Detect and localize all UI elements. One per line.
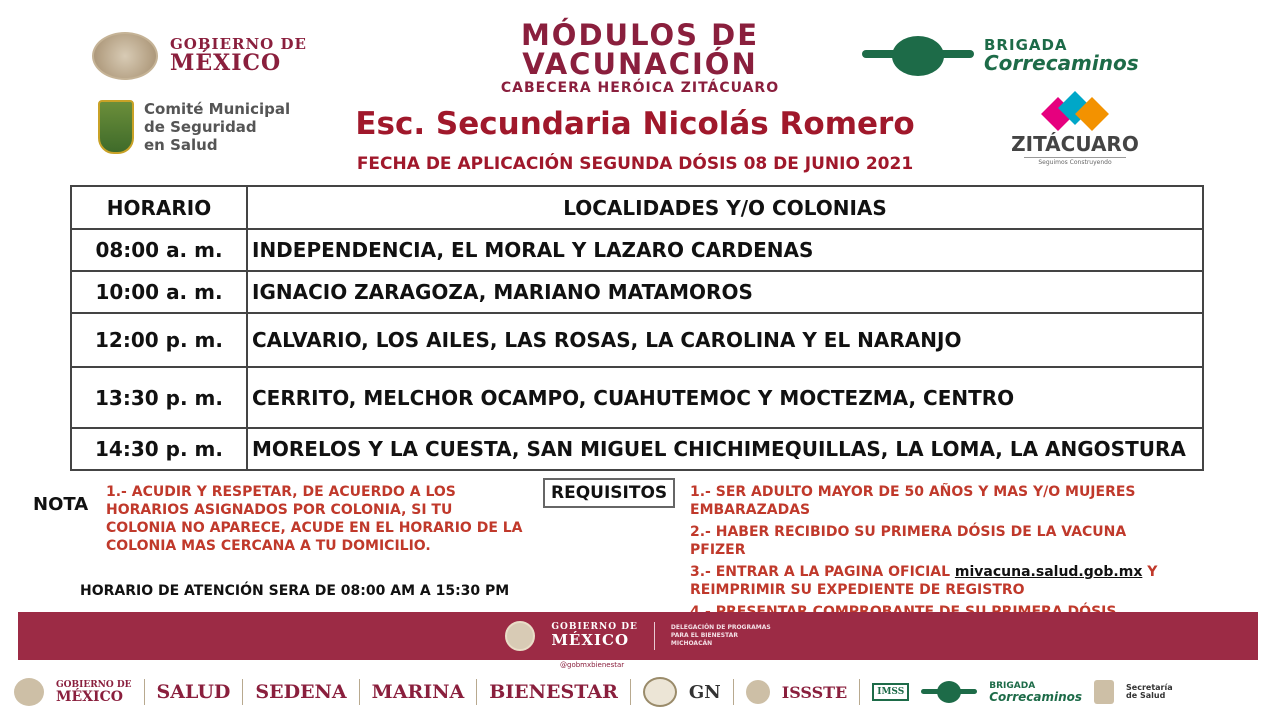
school-name: Esc. Secundaria Nicolás Romero <box>355 106 915 142</box>
gobierno-line1: GOBIERNO DE <box>170 34 307 53</box>
table-row <box>71 428 1203 470</box>
requisito-item3-suffix: Y REIMPRIMIR SU EXPEDIENTE DE REGISTRO <box>690 564 1158 598</box>
strip-divider <box>242 679 243 705</box>
row-time: 12:00 p. m. <box>71 313 247 367</box>
strip-secretaria-line2: de Salud <box>1126 691 1166 700</box>
row-time: 10:00 a. m. <box>71 271 247 313</box>
footer-band <box>18 612 1258 660</box>
band-del-line3: MICHOACÁN <box>670 640 713 647</box>
brigada-text <box>984 35 1139 76</box>
issste-logo: ISSSTE <box>781 682 848 702</box>
row-time: 14:30 p. m. <box>71 428 247 470</box>
row-places: MORELOS Y LA CUESTA, SAN MIGUEL CHICHIMEQUILLAS, LA LOMA, LA ANGOSTURA <box>247 428 1203 470</box>
strip-divider <box>859 679 860 705</box>
gobierno-line2: MÉXICO <box>170 50 282 77</box>
band-delegacion-text <box>671 624 771 648</box>
salud-logo: SALUD <box>156 681 231 703</box>
row-time: 13:30 p. m. <box>71 367 247 428</box>
table-row <box>71 367 1203 428</box>
comite-line1: Comité Municipal <box>144 100 291 118</box>
row-time: 08:00 a. m. <box>71 229 247 271</box>
bienestar-logo: BIENESTAR <box>489 681 618 703</box>
poster-title <box>440 20 840 96</box>
column-header-localidades: LOCALIDADES Y/O COLONIAS <box>247 186 1203 229</box>
column-header-horario: HORARIO <box>71 186 247 229</box>
strip-brigada-line1: BRIGADA <box>989 680 1036 691</box>
title-line1: MÓDULOS DE <box>520 18 760 52</box>
strip-correcaminos-icon <box>921 681 977 703</box>
row-places: INDEPENDENCIA, EL MORAL Y LAZARO CARDENAS <box>247 229 1203 271</box>
band-gobierno-text <box>551 623 638 648</box>
michoacan-shield-icon <box>1094 680 1114 704</box>
brigada-line1: BRIGADA <box>984 35 1068 54</box>
application-date: FECHA DE APLICACIÓN SEGUNDA DÓSIS 08 DE JUNIO 2021 <box>356 154 914 174</box>
requisito-item <box>690 563 1170 599</box>
national-seal-icon <box>92 32 158 80</box>
brigada-line2: Correcaminos <box>984 51 1139 76</box>
gobierno-mexico-logo <box>92 32 307 80</box>
band-del-line2: PARA EL BIENESTAR <box>670 632 738 639</box>
requisito-item3-prefix: 3.- ENTRAR A LA PAGINA OFICIAL <box>690 564 955 580</box>
comite-municipal-logo <box>98 100 290 154</box>
strip-gobierno-text <box>56 681 132 704</box>
requisito-item: 2.- HABER RECIBIDO SU PRIMERA DÓSIS DE LA VACUNA PFIZER <box>690 524 1127 558</box>
municipal-shield-icon <box>98 100 134 154</box>
strip-brigada-text <box>989 682 1082 703</box>
zitacuaro-tagline: Seguimos Construyendo <box>1024 157 1126 166</box>
strip-secretaria-line1: Secretaría <box>1126 683 1173 692</box>
issste-emblem-icon <box>746 680 770 704</box>
band-divider <box>654 622 655 650</box>
row-places: IGNACIO ZARAGOZA, MARIANO MATAMOROS <box>247 271 1203 313</box>
strip-divider <box>359 679 360 705</box>
imss-logo: IMSS <box>872 683 909 701</box>
schedule-table <box>70 185 1204 471</box>
gobierno-mexico-text <box>170 34 307 77</box>
band-seal-icon <box>505 621 535 651</box>
comite-line3: en Salud <box>144 136 218 154</box>
strip-divider <box>144 679 145 705</box>
social-handle: @gobmxbienestar <box>560 661 625 669</box>
strip-gob-line1: GOBIERNO DE <box>56 679 132 690</box>
comite-text <box>144 100 290 154</box>
sedena-logo: SEDENA <box>255 681 347 703</box>
table-row <box>71 271 1203 313</box>
requisitos-list <box>690 483 1170 625</box>
band-del-line1: DELEGACIÓN DE PROGRAMAS <box>670 624 771 631</box>
guardia-nacional-seal-icon <box>643 677 677 707</box>
table-row <box>71 229 1203 271</box>
strip-divider <box>476 679 477 705</box>
title-line2: VACUNACIÓN <box>522 47 758 81</box>
row-places: CALVARIO, LOS AILES, LAS ROSAS, LA CAROLINA Y EL NARANJO <box>247 313 1203 367</box>
horario-atencion: HORARIO DE ATENCIÓN SERA DE 08:00 AM A 15:30 PM <box>80 583 510 599</box>
table-header-row <box>71 186 1203 229</box>
band-gob-line1: GOBIERNO DE <box>551 622 638 633</box>
zitacuaro-mark-icon <box>1040 94 1110 134</box>
strip-brigada-line2: Correcaminos <box>989 689 1083 704</box>
row-places: CERRITO, MELCHOR OCAMPO, CUAHUTEMOC Y MOCTEZMA, CENTRO <box>247 367 1203 428</box>
strip-gob-line2: MÉXICO <box>56 688 123 705</box>
zitacuaro-name: ZITÁCUARO <box>1011 132 1139 156</box>
gn-logo: GN <box>688 681 721 703</box>
strip-seal-icon <box>14 678 44 706</box>
strip-divider <box>630 679 631 705</box>
band-gob-line2: MÉXICO <box>551 630 630 649</box>
correcaminos-icon <box>862 36 974 76</box>
strip-divider <box>733 679 734 705</box>
zitacuaro-logo <box>1010 94 1140 166</box>
marina-logo: MARINA <box>371 681 465 703</box>
requisito-item: 1.- SER ADULTO MAYOR DE 50 AÑOS Y MAS Y/O MUJERES EMBARAZADAS <box>690 484 1136 518</box>
strip-secretaria-text <box>1126 684 1173 700</box>
table-row <box>71 313 1203 367</box>
mivacuna-link[interactable]: mivacuna.salud.gob.mx <box>954 564 1143 580</box>
nota-label: NOTA <box>33 494 89 515</box>
title-line3: CABECERA HERÓICA ZITÁCUARO <box>500 80 780 96</box>
brigada-correcaminos-logo <box>862 36 1139 76</box>
requisitos-label: REQUISITOS <box>543 478 675 508</box>
nota-text: 1.- ACUDIR Y RESPETAR, DE ACUERDO A LOS HORARIOS ASIGNADOS POR COLONIA, SI TU COLONIA NO APARECE, ACUDE EN EL HORARIO DE LA COLONIA MAS CERCANA A TU DOMICILIO. <box>106 484 523 554</box>
comite-line2: de Seguridad <box>144 118 257 136</box>
institution-logos-strip <box>14 674 1266 710</box>
